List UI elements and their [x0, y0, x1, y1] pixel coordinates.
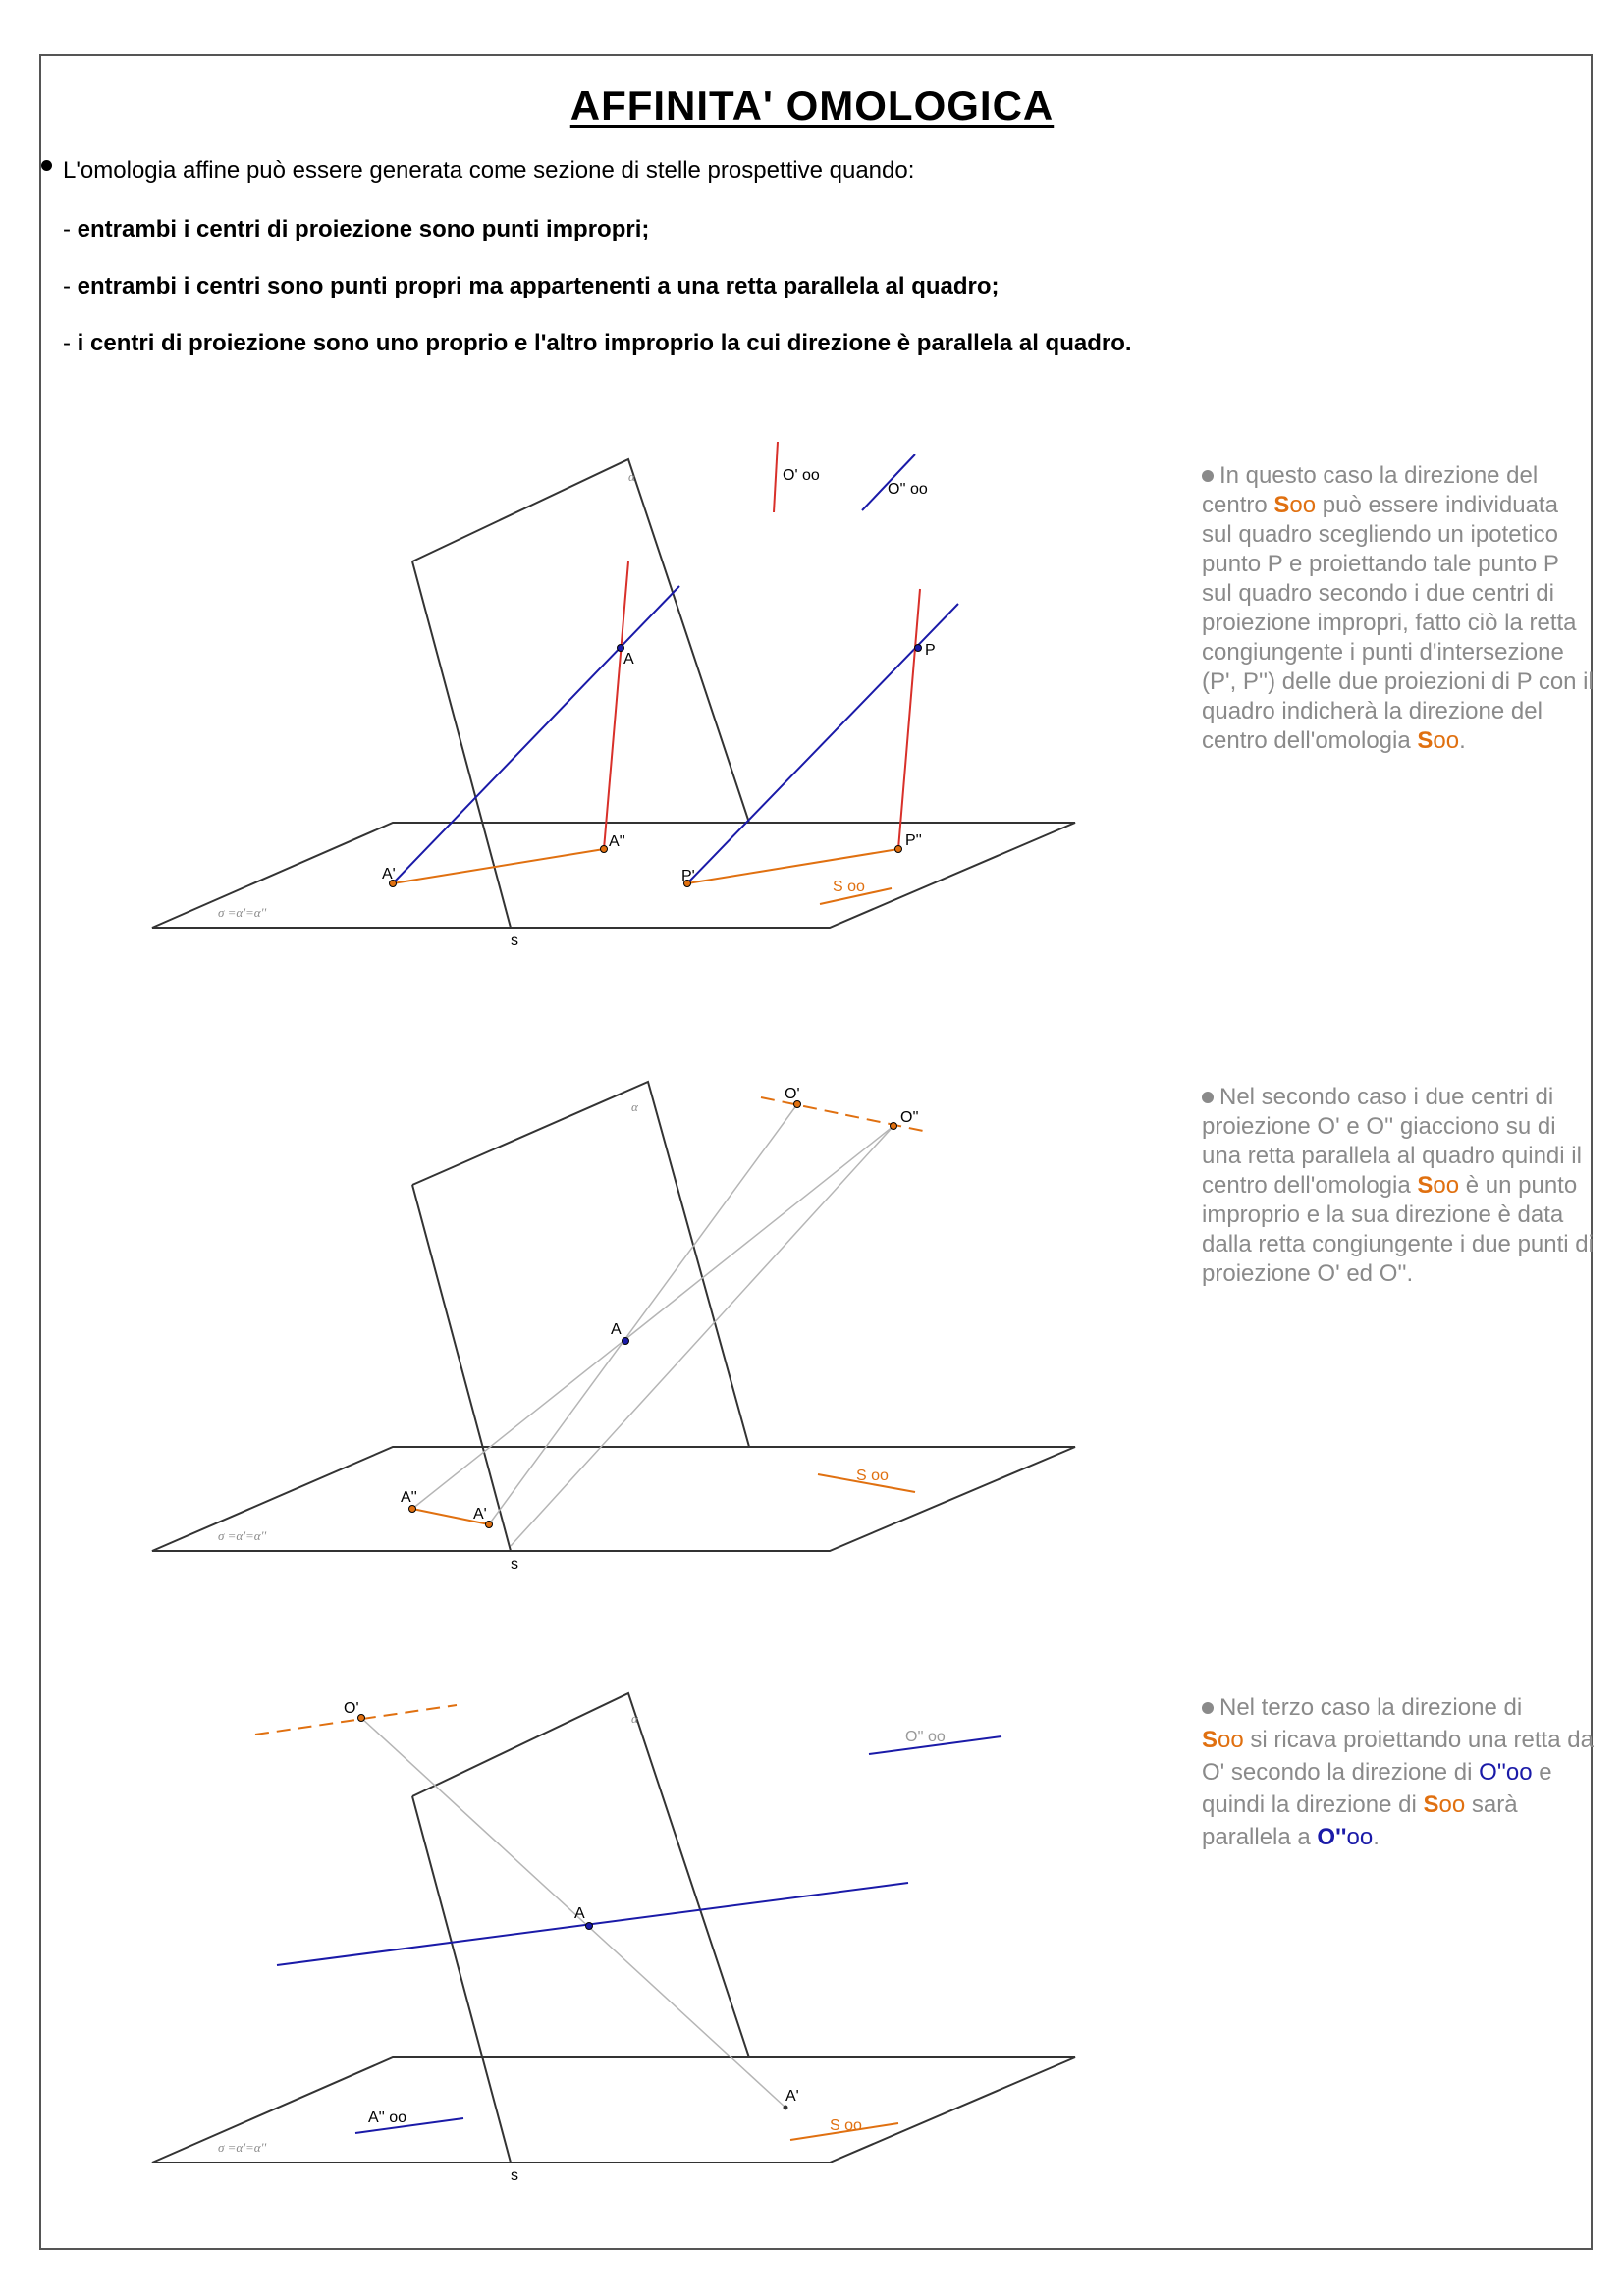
point-O1	[358, 1715, 365, 1722]
explanation-case-3: Nel terzo caso la direzione di Soo si ricava proiettando una retta da O' secondo la direzione di O''oo e quindi la direzione di Soo sarà parallela a O''oo.	[1202, 1694, 1594, 1850]
figure-case-2	[152, 1082, 1075, 1551]
direction-O1oo	[774, 442, 778, 512]
svg-text:A': A'	[785, 2088, 799, 2105]
point-P	[915, 645, 922, 652]
case-item-2-text: entrambi i centri sono punti propri ma appartenenti a una retta parallela al quadro;	[77, 273, 1000, 299]
svg-text:P': P'	[681, 868, 695, 884]
svg-text:A: A	[574, 1905, 585, 1922]
vertical-plane-edge	[412, 1185, 511, 1551]
svg-text:α: α	[631, 1099, 638, 1114]
page-title: AFFINITA' OMOLOGICA	[569, 82, 1055, 129]
projection-line-A-red	[604, 561, 628, 849]
svg-text:σ =α'=α'': σ =α'=α''	[218, 905, 267, 920]
case-item-1-text: entrambi i centri di proiezione sono punti impropri;	[77, 216, 650, 242]
svg-text:α: α	[628, 469, 635, 484]
horizontal-plane	[152, 2057, 1075, 2163]
explanation-case-1: In questo caso la direzione del centro Soo può essere individuata sul quadro scegliendo un ipotetico punto P e proiettando tale punto P sul quadro secondo i due centri di proiezione impropri, fatto ciò la retta congiungente i punti d'intersezione (P', P'') delle due proiezioni di P con il quadro indicherà la direzione del centro dell'omologia Soo.	[1202, 462, 1594, 754]
vertical-plane-edge	[412, 1796, 511, 2163]
svg-text:α: α	[631, 1711, 638, 1726]
point-A	[586, 1923, 593, 1930]
case-item-3-text: i centri di proiezione sono uno proprio e l'altro improprio la cui direzione è parallela al quadro.	[77, 330, 1132, 356]
point-O2	[891, 1123, 897, 1130]
svg-text:s: s	[511, 1556, 518, 1573]
intro-text: L'omologia affine può essere generata come sezione di stelle prospettive quando:	[63, 157, 915, 184]
svg-text:A: A	[611, 1321, 622, 1338]
figure-case-3-labels	[218, 1700, 946, 2184]
projection-ray-O1	[361, 1718, 785, 2108]
svg-text:A'' oo: A'' oo	[368, 2109, 407, 2126]
svg-text:O'' oo: O'' oo	[905, 1729, 946, 1745]
svg-text:A': A'	[382, 866, 396, 882]
vertical-plane-alpha	[412, 459, 749, 823]
figure-case-2-labels	[218, 1086, 919, 1573]
svg-text:A': A'	[473, 1506, 487, 1522]
svg-text:A: A	[623, 651, 634, 667]
vertical-plane-alpha	[412, 1082, 749, 1447]
figure-case-1	[152, 442, 1075, 928]
svg-text:O': O'	[785, 1086, 800, 1102]
svg-text:O'' oo: O'' oo	[888, 481, 928, 498]
segment-P1-P2	[687, 849, 898, 883]
svg-text:A'': A''	[609, 833, 625, 850]
svg-text:A'': A''	[401, 1489, 417, 1506]
svg-text:σ =α'=α'': σ =α'=α''	[218, 2140, 267, 2155]
direction-ray	[511, 1126, 893, 1546]
point-A	[623, 1338, 629, 1345]
svg-text:σ =α'=α'': σ =α'=α''	[218, 1528, 267, 1543]
svg-text:s: s	[511, 933, 518, 949]
point-A1	[784, 2106, 788, 2110]
case-item-2: - entrambi i centri sono punti propri ma appartenenti a una retta parallela al quadro;	[63, 273, 1000, 299]
case-item-1: - entrambi i centri di proiezione sono punti impropri;	[63, 216, 650, 242]
svg-text:P: P	[925, 642, 936, 659]
svg-text:P'': P''	[905, 832, 922, 849]
figure-case-3	[152, 1693, 1075, 2163]
svg-text:O' oo: O' oo	[783, 467, 820, 484]
projection-ray-O1	[489, 1104, 797, 1524]
projection-ray-O2	[412, 1126, 893, 1509]
point-A2	[409, 1506, 416, 1513]
svg-text:S oo: S oo	[830, 2117, 862, 2134]
point-A2	[601, 846, 608, 853]
svg-text:O': O'	[344, 1700, 359, 1717]
svg-text:s: s	[511, 2167, 518, 2184]
point-P2	[895, 846, 902, 853]
horizontal-plane	[152, 1447, 1075, 1551]
svg-text:S oo: S oo	[856, 1468, 889, 1484]
projection-line-A-blue	[277, 1883, 908, 1965]
svg-text:O'': O''	[900, 1109, 919, 1126]
svg-text:S oo: S oo	[833, 879, 865, 895]
explanation-case-2: Nel secondo caso i due centri di proiezione O' e O'' giacciono su di una retta parallela al quadro quindi il centro dell'omologia Soo è un punto improprio e la sua direzione è data dalla retta congiungente i due punti di proiezione O' ed O''.	[1202, 1084, 1594, 1287]
projection-line-P-red	[898, 589, 920, 849]
case-item-3: - i centri di proiezione sono uno proprio e l'altro improprio la cui direzione è parallela al quadro.	[63, 330, 1132, 356]
projection-line-A-blue	[393, 586, 679, 883]
figure-case-1-labels	[218, 467, 936, 949]
vertical-plane-alpha	[412, 1693, 749, 2057]
